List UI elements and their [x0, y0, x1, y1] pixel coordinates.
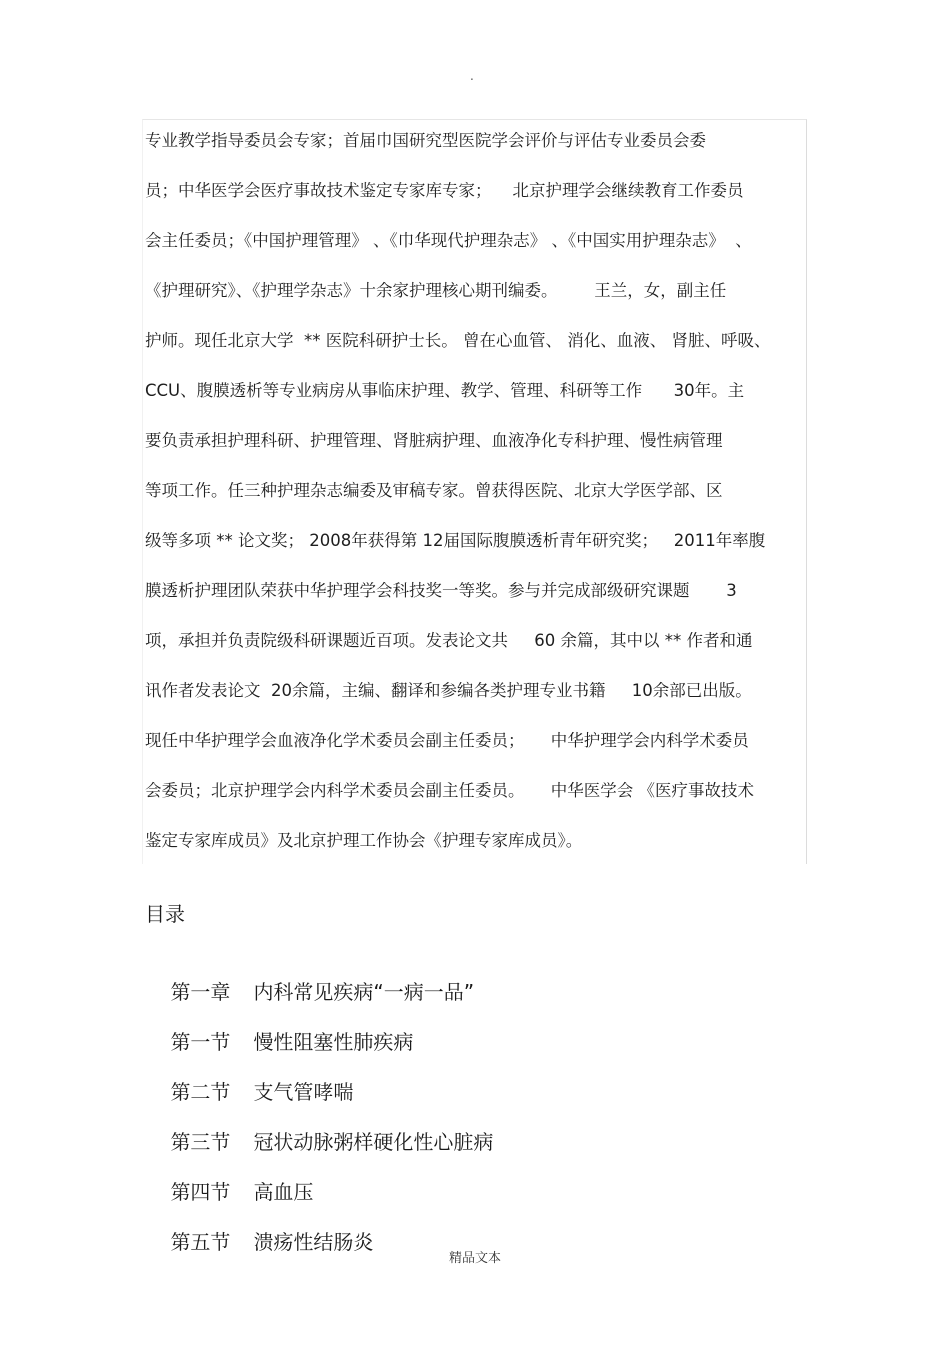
toc-item-text: 溃疡性结肠炎 [253, 1230, 374, 1254]
toc-title: 目录 [145, 902, 185, 926]
bio-line: 《护理研究》、《护理学杂志》十余家护理核心期刊编委。 王兰，女，副主任 [145, 281, 727, 300]
bio-line: 专业教学指导委员会专家；首届巾国研究型医院学会评价与评估专业委员会委 [145, 131, 706, 150]
toc-item-label: 第四节 [170, 1180, 231, 1204]
bio-line: 会主任委员；《中国护理管理》 、《巾华现代护理杂志》 、《中国实用护理杂志》 、 [145, 231, 752, 250]
toc-item[interactable] [145, 1200, 373, 1284]
bio-line: 鉴定专家库成员》及北京护理工作协会《护理专家库成员》。 [145, 831, 583, 850]
bio-line: CCU、腹膜透析等专业病房从事临床护理、教学、管理、科研等工作 30年。主 [145, 381, 745, 400]
toc-item-text: 内科常见疾病“一病一品” [253, 980, 475, 1004]
bio-line: 等项工作。任三种护理杂志编委及审稿专家。曾获得医院、北京大学医学部、区 [145, 481, 723, 500]
toc-item-label: 第一节 [170, 1030, 231, 1054]
toc-item-text: 慢性阻塞性肺疾病 [253, 1030, 414, 1054]
toc-item-label: 第二节 [170, 1080, 231, 1104]
toc-item-label: 第三节 [170, 1130, 231, 1154]
header-mark: . [470, 69, 474, 83]
bio-line: 员；中华医学会医疗事故技术鉴定专家库专家； 北京护理学会继续教育工作委员 [145, 181, 744, 200]
toc-item-text: 冠状动脉粥样硬化性心脏病 [253, 1130, 494, 1154]
bio-line: 护师。现任北京大学 ** 医院科研护士长。 曾在心血管、 消化、血液、 肾脏、呼吸、 [145, 331, 771, 350]
bio-line: 膜透析护理团队荣获中华护理学会科技奖一等奖。参与并完成部级研究课题 3 [145, 581, 737, 600]
bio-line: 讯作者发表论文 20余篇，主编、翻译和参编各类护理专业书籍 10余部已出版。 [145, 681, 752, 700]
toc-item-label: 第一章 [170, 980, 231, 1004]
bio-line: 要负责承担护理科研、护理管理、肾脏病护理、血液净化专科护理、慢性病管理 [145, 431, 723, 450]
bio-line: 会委员；北京护理学会内科学术委员会副主任委员。 中华医学会 《医疗事故技术 [145, 781, 754, 800]
footer-text: 精品文本 [448, 1251, 501, 1266]
toc-item-text: 支气管哮喘 [253, 1080, 354, 1104]
bio-line: 现任中华护理学会血液净化学术委员会副主任委员； 中华护理学会内科学术委员 [145, 731, 749, 750]
bio-line: 项，承担并负责院级科研课题近百项。发表论文共 60 余篇，其中以 ** 作者和通 [145, 631, 753, 650]
bio-line: 级等多项 ** 论文奖； 2008年获得第 12届国际腹膜透析青年研究奖； 2011年率腹 [145, 531, 766, 550]
toc-item-label: 第五节 [170, 1230, 231, 1254]
toc-item-text: 高血压 [253, 1180, 314, 1204]
